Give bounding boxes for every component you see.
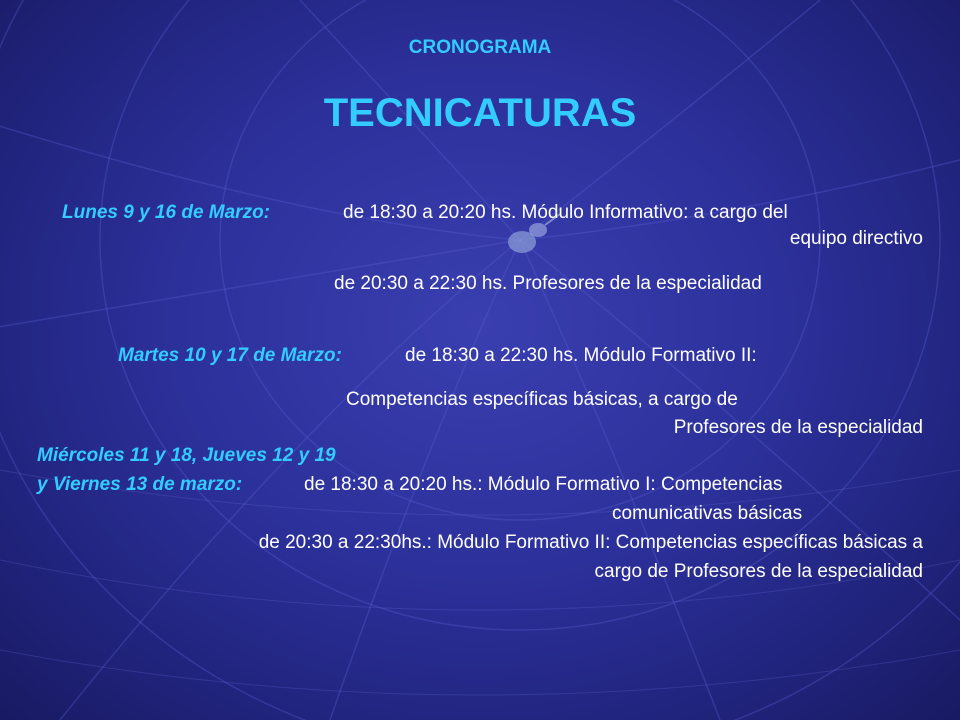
page-title: TECNICATURAS bbox=[323, 91, 637, 135]
schedule-line: de 20:30 a 22:30 hs. Profesores de la especialidad bbox=[334, 273, 762, 294]
schedule-line: de 18:30 a 20:20 hs. Módulo Informativo: a cargo del bbox=[343, 202, 788, 223]
schedule-day-label: Martes 10 y 17 de Marzo: bbox=[118, 345, 342, 366]
schedule-line: equipo directivo bbox=[789, 228, 923, 249]
schedule-line: de 18:30 a 20:20 hs.: Módulo Formativo I: Competencias bbox=[304, 474, 783, 495]
schedule-line: comunicativas básicas bbox=[612, 503, 803, 524]
schedule-line: Competencias específicas básicas, a cargo de bbox=[346, 389, 738, 410]
schedule-line: de 18:30 a 22:30 hs. Módulo Formativo II: bbox=[405, 345, 757, 366]
schedule-line: Profesores de la especialidad bbox=[673, 417, 923, 438]
schedule-day-label: Miércoles 11 y 18, Jueves 12 y 19 bbox=[37, 445, 336, 466]
schedule-day-label: Lunes 9 y 16 de Marzo: bbox=[62, 202, 271, 223]
schedule-line: cargo de Profesores de la especialidad bbox=[594, 561, 923, 582]
schedule-day-label: y Viernes 13 de marzo: bbox=[37, 474, 243, 495]
schedule-line: de 20:30 a 22:30hs.: Módulo Formativo II: Competencias específicas básicas a bbox=[258, 532, 923, 553]
page-subtitle: CRONOGRAMA bbox=[408, 37, 552, 58]
